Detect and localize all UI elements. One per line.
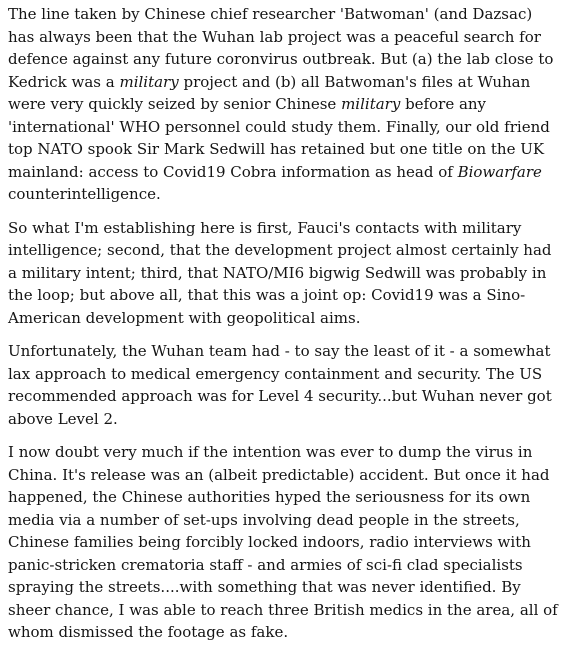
paragraph-1-text: before any 'international' WHO personnel could study them. Finally, our old friend top NATO spook Sir Mark Sedwill has retained but one title on the UK mainland: access to Covid19 Cobra information as head of (8, 95, 550, 181)
paragraph-4 (8, 441, 558, 644)
italic-biowarfare: Biowarfare (457, 162, 542, 181)
paragraph-1-text: project and (b) all Batwoman's files at Wuhan were very quickly seized by senior Chinese (8, 72, 531, 113)
paragraph-2-text: So what I'm establishing here is first, Fauci's contacts with military intelligence; second, that the development project almost certainly had a military intent; third, that NATO/MI6 bigwig Sedwill was probably in the loop; but above all, that this was a joint op: Covid19 was a Sino-American development with geopolitical aims. (8, 218, 552, 327)
paragraph-1 (8, 3, 558, 206)
italic-military: military (119, 72, 179, 91)
paragraph-4-text: I now doubt very much if the intention was ever to dump the virus in China. It's release was an (albeit predictable) accident. But once it had happened, the Chinese authorities hyped the seriousness for its own media via a number of set-ups involving dead people in the streets, Chinese families being forcibly locked indoors, radio interviews with panic-stricken crematoria staff - and armies of sci-fi clad specialists spraying the streets....with something that was never identified. By sheer chance, I was able to reach three British medics in the area, all of whom dismissed the footage as fake. (8, 443, 558, 641)
paragraph-1-text: The line taken by Chinese chief researcher 'Batwoman' (and Dazsac) has always been that the Wuhan lab project was a peaceful search for defence against any future coronvirus outbreak. But (a) the lab close to Kedrick was a (8, 5, 554, 91)
paragraph-2 (8, 217, 558, 330)
paragraph-3 (8, 340, 558, 430)
paragraph-3-text: Unfortunately, the Wuhan team had - to say the least of it - a somewhat lax approach to medical emergency containment and security. The US recommended approach was for Level 4 security...but Wuhan never got above Level 2. (8, 342, 552, 428)
paragraph-1-text: counterintelligence. (8, 185, 161, 203)
italic-military: military (341, 95, 401, 113)
